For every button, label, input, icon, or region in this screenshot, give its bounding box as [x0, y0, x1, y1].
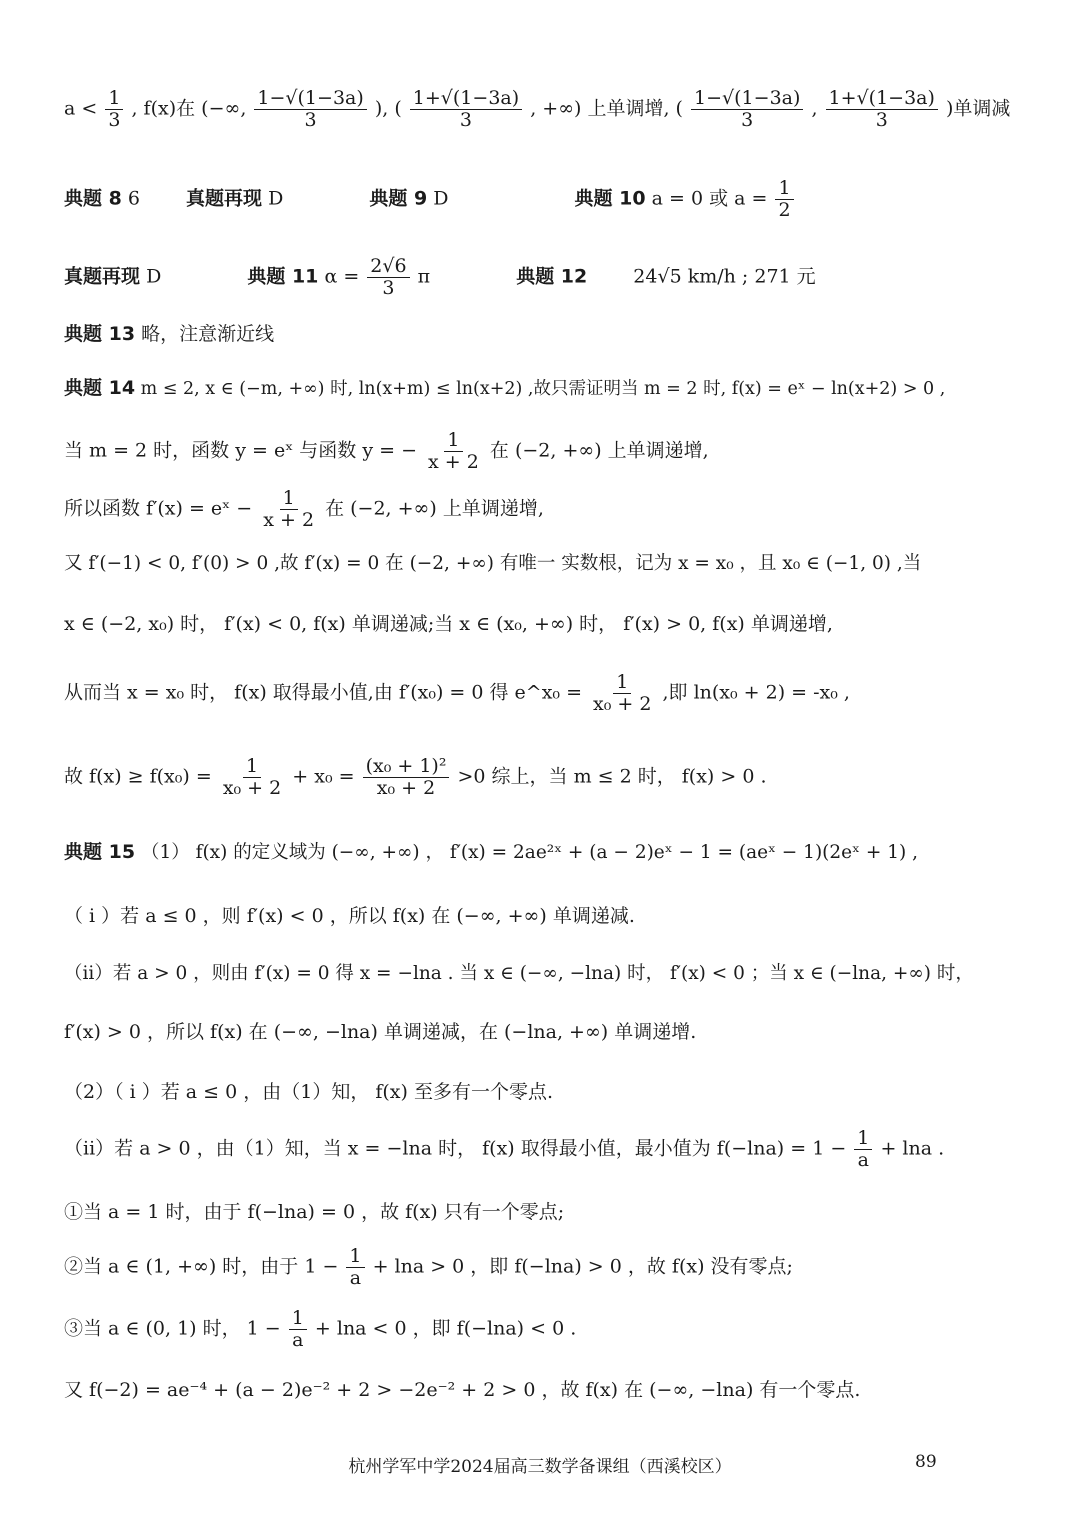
page-footer: 杭州学军中学2024届高三数学备课组（西溪校区） — [348, 1457, 732, 1477]
fraction: $\frac{1}{2}$ — [775, 178, 793, 221]
answer-line-13: 典题 13 略，注意渐近线 — [64, 323, 275, 345]
proof15-line-1: （ i ）若 a ≤ 0 ，则 f′(x) < 0 ，所以 f(x) 在 (−∞, +∞) 单调递减. — [64, 905, 635, 927]
proof15-line-6: ①当 a = 1 时，由于 f(−lna) = 0 ，故 f(x) 只有一个零点; — [64, 1201, 565, 1223]
page-number: 89 — [915, 1452, 937, 1472]
proof-line-3: 又 f′(−1) < 0, f′(0) > 0 ,故 f′(x) = 0 在 (−2, +∞) 有唯一 实数根，记为 x = x₀ ，且 x₀ ∈ (−1, 0) ,当 — [64, 553, 922, 574]
proof15-line-5: （ii）若 a > 0 ，由（1）知，当 x = −lna 时， f(x) 取得最小值，最小值为 f(−lna) = 1 − $\frac{1}{a}$ + lna . — [64, 1127, 945, 1171]
answer-line-8-10: 典题 8 6 真题再现 D 典题 9 D 典题 10 a = 0 或 a = $\frac{1}{2}$ — [64, 178, 1020, 221]
fraction: $\frac{1}{\text{x₀ + 2}}$ — [222, 755, 282, 799]
proof15-line-4: （2）（ i ）若 a ≤ 0 ，由（1）知， f(x) 至多有一个零点. — [64, 1081, 554, 1103]
proof-line-5: 从而当 x = x₀ 时， f(x) 取得最小值,由 f′(x₀) = 0 得 e^x₀ = $\frac{1}{\text{x₀ + 2}}$ ,即 ln(x₀ + 2) = -x₀ , — [64, 671, 850, 715]
proof-line-4: x ∈ (−2, x₀) 时， f′(x) < 0, f(x) 单调递减;当 x ∈ (x₀, +∞) 时， f′(x) > 0, f(x) 单调递增, — [64, 613, 833, 635]
fraction: $\frac{1}{x + 2}$ — [263, 487, 315, 531]
proof-line-1: 当 m = 2 时，函数 y = eˣ 与函数 y = − $\frac{1}{x + 2}$ 在 (−2, +∞) 上单调递增, — [64, 429, 709, 473]
fraction: $\frac{1+√(1-3a)}{3}$ — [410, 88, 522, 131]
proof-line-2: 所以函数 f′(x) = eˣ − $\frac{1}{x + 2}$ 在 (−2, +∞) 上单调递增, — [64, 487, 544, 531]
answer-line-11-12: 真题再现 D 典题 11 α = $\frac{2√6}{3}$ π 典题 12 24√5 km/h ; 271 元 — [64, 255, 816, 299]
proof15-line-7: ②当 a ∈ (1, +∞) 时，由于 1 − $\frac{1}{a}$ + lna > 0 ，即 f(−lna) > 0 ，故 f(x) 没有零点; — [64, 1245, 793, 1289]
fraction: $\frac{1+√(1-3a)}{3}$ — [826, 88, 938, 131]
fraction: $\frac{1}{a}$ — [346, 1246, 364, 1289]
fraction: $\frac{1}{x + 2}$ — [428, 429, 479, 473]
fraction: $\frac{1}{\text{x₀ + 2}}$ — [593, 671, 652, 715]
answer-line-a-lt-third: a < $\frac{1}{3}$ , f(x)在 (−∞, $\frac{1-√(1-3a)}{3}$ ), ( $\frac{1+√(1-3a)}{3}$ , +∞) 上单调增, ( $\frac{1-√(1-3a)}{3}$ , $\frac{1+√(1-3a)}{3}$ )单调减 — [64, 87, 1011, 131]
answer-line-14: 典题 14 m ≤ 2, x ∈ (−m, +∞) 时, ln(x+m) ≤ ln(x+2) ,故只需证明当 m = 2 时, f(x) = eˣ − ln(x+2) > 0 , — [64, 377, 946, 399]
fraction: $\frac{1}{a}$ — [289, 1308, 307, 1351]
proof15-line-3: f′(x) > 0 ，所以 f(x) 在 (−∞, −lna) 单调递减，在 (−lna, +∞) 单调递增. — [64, 1021, 697, 1043]
proof15-line-2: （ii）若 a > 0 ，则由 f′(x) = 0 得 x = −lna . 当 x ∈ (−∞, −lna) 时， f′(x) < 0 ；当 x ∈ (−lna, +∞) 时， — [64, 963, 974, 984]
fraction: $\frac{1}{a}$ — [854, 1128, 872, 1171]
proof15-line-9: 又 f(−2) = ae⁻⁴ + (a − 2)e⁻² + 2 > −2e⁻² + 2 > 0 ，故 f(x) 在 (−∞, −lna) 有一个零点. — [64, 1379, 861, 1401]
fraction: $\frac{1-√(1-3a)}{3}$ — [691, 88, 803, 131]
fraction: $\frac{\text{(x₀ + 1)²}}{\text{x₀ + 2}}$ — [363, 756, 450, 799]
fraction: $\frac{1-√(1-3a)}{3}$ — [254, 88, 366, 131]
fraction: $\frac{1}{3}$ — [105, 88, 123, 131]
proof15-line-8: ③当 a ∈ (0, 1) 时， 1 − $\frac{1}{a}$ + lna < 0 ，即 f(−lna) < 0 . — [64, 1307, 577, 1351]
proof-line-6: 故 f(x) ≥ f(x₀) = $\frac{1}{\text{x₀ + 2}}$ + x₀ = $\frac{\text{(x₀ + 1)²}}{\text{x₀ + 2}}$ >0 综上，当 m ≤ 2 时， f(x) > 0 . — [64, 755, 767, 799]
answer-line-15: 典题 15 （1） f(x) 的定义域为 (−∞, +∞) ， f′(x) = 2ae²ˣ + (a − 2)eˣ − 1 = (aeˣ − 1)(2eˣ + 1) , — [64, 841, 918, 863]
fraction: $\frac{2√6}{3}$ — [367, 256, 409, 299]
